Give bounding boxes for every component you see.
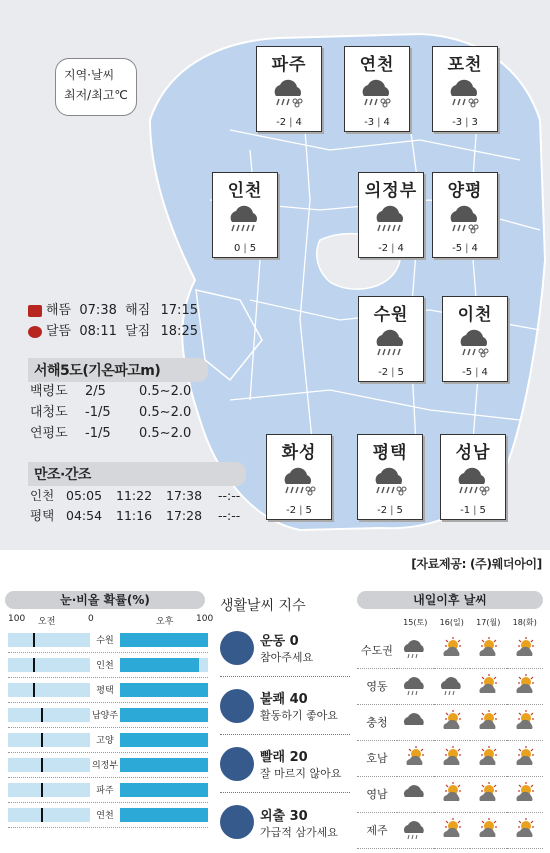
sun-cloud-icon bbox=[511, 636, 539, 660]
high-temp: 4 bbox=[481, 367, 488, 378]
city-card: 인천 0 | 5 bbox=[212, 172, 278, 258]
low-temp: -2 bbox=[286, 505, 297, 516]
low-temp: 0 bbox=[233, 243, 241, 254]
am-bar bbox=[41, 733, 90, 747]
sun-cloud-icon bbox=[474, 745, 502, 769]
weekly-cell bbox=[507, 812, 544, 848]
city-card: 성남 -1 | 5 bbox=[440, 434, 506, 520]
sun-cloud-icon bbox=[438, 781, 466, 805]
cloud-rain-icon bbox=[438, 673, 466, 697]
rain-row bbox=[8, 628, 208, 653]
rain-title: 눈·비올 확률(%) bbox=[5, 591, 205, 609]
low-temp: -5 bbox=[452, 243, 463, 254]
sun-cloud-icon bbox=[511, 781, 539, 805]
high-temp: 5 bbox=[397, 367, 404, 378]
left-max-label: 100 bbox=[8, 614, 26, 624]
weekly-cell bbox=[470, 776, 507, 812]
rain-row bbox=[8, 728, 208, 753]
tide-place: 인천 bbox=[30, 488, 55, 503]
weekly-cell bbox=[507, 704, 544, 740]
wave-temp: 2/5 bbox=[85, 384, 106, 399]
region-label: 영남 bbox=[357, 776, 397, 812]
rain-city: 수원 bbox=[96, 636, 114, 646]
am-marker bbox=[33, 683, 35, 697]
rain-row bbox=[8, 778, 208, 803]
weekly-cell bbox=[397, 776, 434, 812]
waves-table bbox=[30, 381, 191, 444]
weekly-cell bbox=[434, 812, 471, 848]
weekly-cell bbox=[507, 668, 544, 704]
pm-bar bbox=[120, 733, 208, 747]
tide-time: 05:05 bbox=[66, 488, 103, 503]
tide-time: 11:16 bbox=[116, 508, 153, 523]
am-bar bbox=[41, 783, 90, 797]
city-name: 이천 bbox=[457, 305, 493, 325]
weekly-cell bbox=[397, 668, 434, 704]
life-name: 불쾌 40 bbox=[260, 692, 308, 707]
weekly-title: 내일이후 날씨 bbox=[357, 591, 543, 609]
sunrise-icon bbox=[28, 305, 42, 317]
city-name: 성남 bbox=[455, 443, 491, 463]
weekly-cell bbox=[434, 668, 471, 704]
am-bar bbox=[41, 758, 90, 772]
tide-row bbox=[30, 506, 240, 526]
tide-time: 17:38 bbox=[166, 488, 203, 503]
wave-place: 백령도 bbox=[30, 384, 68, 399]
am-bar bbox=[33, 633, 90, 647]
city-card: 파주 -2 | 4 bbox=[256, 46, 322, 132]
am-marker bbox=[33, 658, 35, 672]
low-temp: -2 bbox=[276, 117, 287, 128]
running-icon bbox=[220, 631, 254, 665]
waves-row bbox=[30, 402, 191, 423]
high-temp: 5 bbox=[305, 505, 312, 516]
weekly-row bbox=[357, 668, 543, 704]
rain-snow-cloud-icon bbox=[277, 464, 321, 496]
am-label: 오전 bbox=[38, 617, 56, 627]
weekly-cell bbox=[507, 776, 544, 812]
rain-cloud-icon bbox=[223, 202, 267, 234]
weekly-row bbox=[357, 704, 543, 740]
life-item bbox=[220, 677, 350, 735]
right-max-label: 100 bbox=[196, 614, 214, 624]
data-credit: [자료제공: (주)웨더아이] bbox=[411, 557, 542, 571]
moonrise-icon bbox=[28, 326, 42, 338]
tide-time: 04:54 bbox=[66, 508, 103, 523]
am-marker bbox=[41, 783, 43, 797]
low-temp: -1 bbox=[460, 505, 471, 516]
rain-city: 평택 bbox=[96, 686, 114, 696]
weekly-cell bbox=[507, 632, 544, 668]
weekly-cell bbox=[434, 632, 471, 668]
weekly-cell bbox=[507, 740, 544, 776]
pm-bar bbox=[120, 758, 208, 772]
high-temp: 5 bbox=[396, 505, 403, 516]
sun-cloud-icon bbox=[438, 745, 466, 769]
city-card: 양평 -5 | 4 bbox=[432, 172, 498, 258]
life-item bbox=[220, 793, 350, 851]
region-label: 충청 bbox=[357, 704, 397, 740]
weekly-cell bbox=[470, 632, 507, 668]
snow-cloud-icon bbox=[355, 76, 399, 108]
weekly-cell bbox=[434, 776, 471, 812]
city-name: 평택 bbox=[372, 443, 408, 463]
sunrise-time: 07:38 bbox=[79, 303, 117, 318]
life-name: 운동 0 bbox=[260, 634, 299, 649]
rain-header bbox=[8, 612, 214, 628]
rain-probability-chart bbox=[8, 612, 214, 828]
walker-icon bbox=[220, 805, 254, 839]
city-name: 파주 bbox=[271, 55, 307, 75]
low-temp: -2 bbox=[378, 367, 389, 378]
sun-cloud-icon bbox=[511, 745, 539, 769]
weekly-row bbox=[357, 812, 543, 848]
rain-snow-cloud-icon bbox=[368, 464, 412, 496]
high-temp: 4 bbox=[471, 243, 478, 254]
cloud-icon bbox=[401, 709, 429, 733]
region-label: 영동 bbox=[357, 668, 397, 704]
high-temp: 5 bbox=[479, 505, 486, 516]
am-bar bbox=[33, 658, 90, 672]
life-index bbox=[220, 595, 350, 851]
waves-row bbox=[30, 423, 191, 444]
moonrise-time: 08:11 bbox=[79, 324, 117, 339]
snow-cloud-icon bbox=[453, 326, 497, 358]
city-card: 연천 -3 | 4 bbox=[344, 46, 410, 132]
low-temp: -3 bbox=[364, 117, 375, 128]
high-temp: 4 bbox=[397, 243, 404, 254]
wave-height: 0.5∼2.0 bbox=[139, 384, 192, 399]
city-name: 수원 bbox=[373, 305, 409, 325]
rain-row bbox=[8, 803, 208, 828]
rain-city: 인천 bbox=[96, 661, 114, 671]
rain-cloud-icon bbox=[369, 326, 413, 358]
sun-cloud-icon bbox=[438, 636, 466, 660]
city-name: 의정부 bbox=[364, 181, 418, 201]
life-desc: 활동하기 좋아요 bbox=[260, 709, 338, 722]
map-legend bbox=[55, 58, 137, 116]
waves-title: 서해5도(기온파고m) bbox=[28, 358, 208, 382]
am-marker bbox=[41, 708, 43, 722]
wave-height: 0.5∼2.0 bbox=[139, 426, 192, 441]
city-card: 포천 -3 | 3 bbox=[432, 46, 498, 132]
life-desc: 가급적 삼가세요 bbox=[260, 825, 338, 839]
moonset-time: 18:25 bbox=[160, 324, 198, 339]
high-temp: 3 bbox=[471, 117, 478, 128]
weekly-row bbox=[357, 632, 543, 668]
rain-row bbox=[8, 753, 208, 778]
cloud-rain-icon bbox=[401, 636, 429, 660]
life-name: 빨래 20 bbox=[260, 750, 308, 765]
am-marker bbox=[41, 733, 43, 747]
high-temp: 4 bbox=[383, 117, 390, 128]
sun-cloud-icon bbox=[474, 709, 502, 733]
weekly-cell bbox=[397, 740, 434, 776]
sun-moon-times bbox=[28, 300, 204, 342]
low-temp: -5 bbox=[462, 367, 473, 378]
high-temp: 5 bbox=[249, 243, 257, 254]
weekly-row bbox=[357, 776, 543, 812]
am-marker bbox=[33, 633, 35, 647]
rain-snow-cloud-icon bbox=[451, 464, 495, 496]
rain-row bbox=[8, 678, 208, 703]
wave-place: 대청도 bbox=[30, 405, 68, 420]
weekly-cell bbox=[470, 704, 507, 740]
sun-cloud-icon bbox=[511, 709, 539, 733]
day-label: 15(토) bbox=[403, 617, 428, 627]
city-name: 양평 bbox=[447, 181, 483, 201]
face-icon bbox=[220, 689, 254, 723]
region-label: 수도권 bbox=[357, 632, 397, 668]
region-label: 제주 bbox=[357, 812, 397, 848]
rain-city: 남양주 bbox=[91, 711, 119, 721]
tide-time: --:-- bbox=[218, 508, 241, 523]
tide-time: 17:28 bbox=[166, 508, 203, 523]
pm-bar bbox=[120, 783, 208, 797]
city-card: 이천 -5 | 4 bbox=[442, 296, 508, 382]
tide-table bbox=[30, 486, 240, 526]
weekly-cell bbox=[470, 812, 507, 848]
city-name: 포천 bbox=[447, 55, 483, 75]
life-name: 외출 30 bbox=[260, 808, 308, 824]
wave-place: 연평도 bbox=[30, 426, 68, 441]
city-name: 화성 bbox=[281, 443, 317, 463]
life-item bbox=[220, 735, 350, 793]
weekly-cell bbox=[434, 740, 471, 776]
am-bar bbox=[41, 808, 90, 822]
wave-height: 0.5∼2.0 bbox=[139, 405, 192, 420]
tide-title: 만조·간조 bbox=[28, 462, 246, 486]
day-label: 16(일) bbox=[439, 617, 464, 627]
rain-cloud-icon bbox=[369, 202, 413, 234]
low-temp: -2 bbox=[378, 243, 389, 254]
weekly-row bbox=[357, 740, 543, 776]
sun-cloud-icon bbox=[474, 817, 502, 841]
rain-city: 고양 bbox=[96, 736, 114, 746]
sun-cloud-icon bbox=[511, 817, 539, 841]
sun-cloud-icon bbox=[474, 636, 502, 660]
sunset-time: 17:15 bbox=[160, 303, 198, 318]
weekly-cell bbox=[470, 668, 507, 704]
sun-cloud-icon bbox=[474, 781, 502, 805]
sun-cloud-icon bbox=[438, 709, 466, 733]
zero-label: 0 bbox=[88, 614, 94, 624]
sunset-label: 해짐 bbox=[125, 303, 151, 318]
am-bar bbox=[41, 708, 90, 722]
wave-temp: -1/5 bbox=[85, 405, 111, 420]
life-desc: 잘 마르지 않아요 bbox=[260, 767, 342, 780]
day-label: 18(화) bbox=[512, 617, 537, 627]
pm-bar bbox=[120, 633, 208, 647]
moonset-label: 달짐 bbox=[125, 324, 151, 339]
shirt-icon bbox=[220, 747, 254, 781]
tide-time: --:-- bbox=[218, 488, 241, 503]
city-card: 화성 -2 | 5 bbox=[266, 434, 332, 520]
tide-time: 11:22 bbox=[116, 488, 153, 503]
waves-row bbox=[30, 381, 191, 402]
snow-cloud-icon bbox=[267, 76, 311, 108]
region-label: 호남 bbox=[357, 740, 397, 776]
weekly-cell bbox=[434, 704, 471, 740]
tide-row bbox=[30, 486, 240, 506]
moonrise-label: 달뜸 bbox=[46, 324, 72, 339]
rain-row bbox=[8, 703, 208, 728]
am-bar bbox=[33, 683, 90, 697]
sun-cloud-icon bbox=[474, 673, 502, 697]
sun-cloud-icon bbox=[438, 817, 466, 841]
tide-place: 평택 bbox=[30, 508, 55, 523]
sun-cloud-icon bbox=[511, 673, 539, 697]
life-title: 생활날씨 지수 bbox=[220, 598, 306, 614]
cloud-rain-icon bbox=[401, 817, 429, 841]
sun-cloud-icon bbox=[401, 745, 429, 769]
pm-bar bbox=[120, 683, 208, 697]
pm-label: 오후 bbox=[156, 617, 174, 627]
rain-city: 파주 bbox=[96, 786, 114, 796]
rain-city: 연천 bbox=[96, 811, 114, 821]
legend-line-2: 최저/최고℃ bbox=[64, 88, 128, 102]
weekly-forecast bbox=[357, 612, 543, 849]
pm-bar bbox=[120, 708, 208, 722]
city-card: 수원 -2 | 5 bbox=[358, 296, 424, 382]
cloud-rain-icon bbox=[401, 673, 429, 697]
pm-bar bbox=[120, 658, 199, 672]
sunrise-label: 해뜸 bbox=[46, 303, 72, 318]
city-card: 평택 -2 | 5 bbox=[357, 434, 423, 520]
wave-temp: -1/5 bbox=[85, 426, 111, 441]
high-temp: 4 bbox=[295, 117, 302, 128]
day-label: 17(월) bbox=[476, 617, 501, 627]
city-name: 인천 bbox=[227, 181, 263, 201]
am-marker bbox=[41, 758, 43, 772]
snow-cloud-icon bbox=[443, 202, 487, 234]
rain-city: 의정부 bbox=[91, 761, 119, 771]
life-item bbox=[220, 619, 350, 677]
rain-row bbox=[8, 653, 208, 678]
weekly-cell bbox=[397, 632, 434, 668]
weekly-cell bbox=[397, 812, 434, 848]
am-marker bbox=[41, 808, 43, 822]
legend-line-1: 지역·날씨 bbox=[64, 68, 115, 82]
city-name: 연천 bbox=[359, 55, 395, 75]
weekly-cell bbox=[397, 704, 434, 740]
snow-cloud-icon bbox=[443, 76, 487, 108]
life-desc: 참아주세요 bbox=[260, 651, 314, 664]
low-temp: -2 bbox=[377, 505, 388, 516]
pm-bar bbox=[120, 808, 208, 822]
city-card: 의정부 -2 | 4 bbox=[358, 172, 424, 258]
cloud-icon bbox=[401, 781, 429, 805]
low-temp: -3 bbox=[452, 117, 463, 128]
weekly-cell bbox=[470, 740, 507, 776]
